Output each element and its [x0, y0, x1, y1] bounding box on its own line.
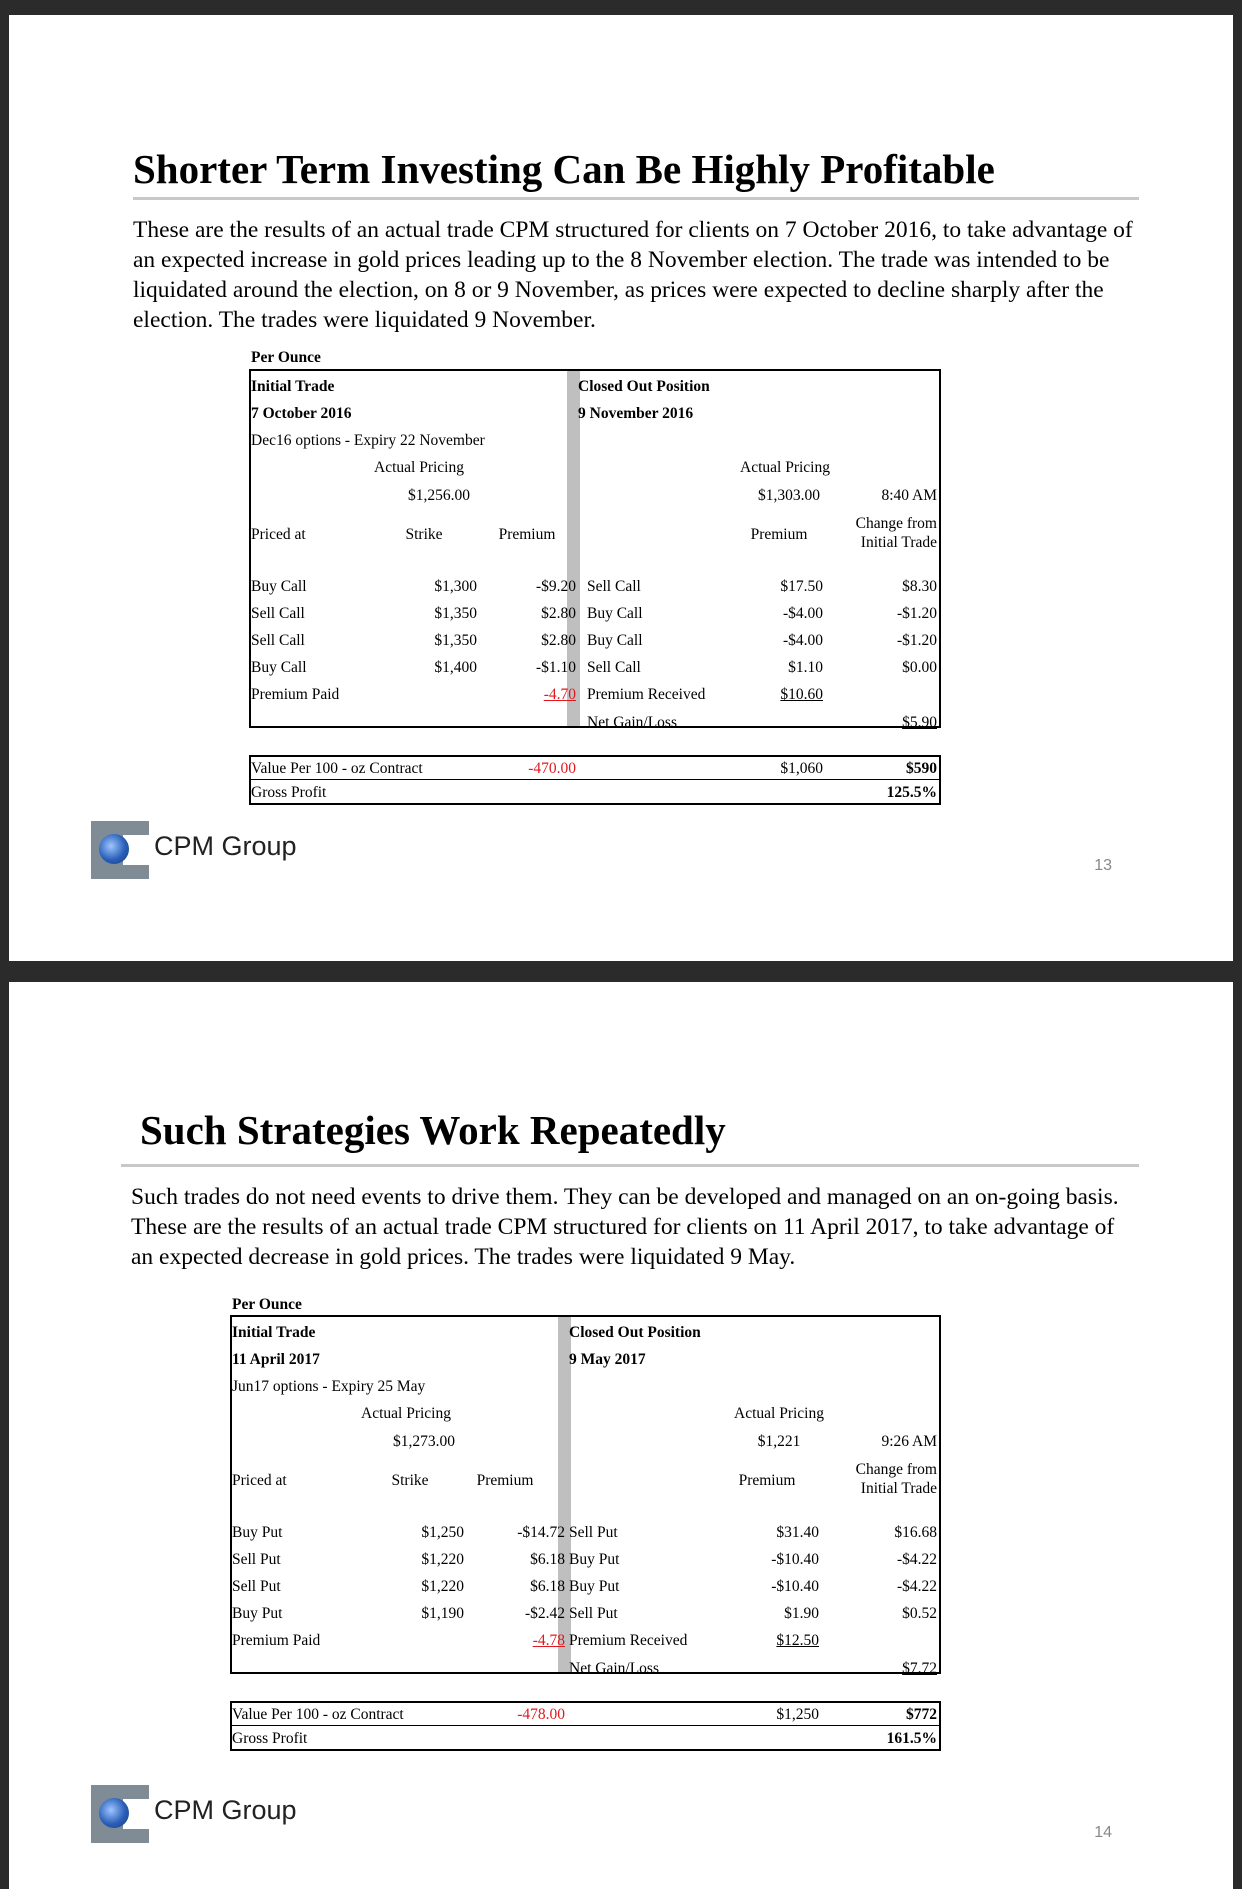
row-action: Buy Call: [251, 578, 307, 595]
row-action: Sell Call: [251, 632, 305, 649]
premium-received-value: $10.60: [780, 686, 823, 703]
row-strike: $1,350: [434, 632, 477, 649]
net-gain-loss-value: $7.72: [902, 1660, 937, 1677]
row-change: $0.52: [902, 1605, 937, 1622]
contract-received-value: $1,250: [776, 1706, 819, 1723]
premium-paid-label: Premium Paid: [232, 1632, 321, 1649]
per-ounce-label: Per Ounce: [251, 349, 321, 366]
row-action: Buy Call: [251, 659, 307, 676]
contract-net-value: $590: [906, 760, 937, 777]
row-close-action: Buy Call: [587, 632, 643, 649]
row-close-action: Buy Call: [587, 605, 643, 622]
per-ounce-label: Per Ounce: [232, 1296, 302, 1313]
initial-trade-label: Initial Trade: [251, 378, 335, 395]
closed-out-label: Closed Out Position: [578, 378, 710, 395]
closed-out-label: Closed Out Position: [569, 1324, 701, 1341]
strike-header: Strike: [391, 1472, 429, 1489]
row-premium: -$2.42: [524, 1605, 565, 1622]
title-divider: [121, 1164, 1139, 1167]
actual-pricing-initial-value: $1,256.00: [408, 487, 470, 504]
priced-at-header: Priced at: [251, 526, 306, 543]
premium-paid-value: -4.70: [543, 686, 576, 703]
premium-header-initial: Premium: [498, 526, 556, 543]
row-change: -$1.20: [896, 605, 937, 622]
slide-14: [9, 982, 1233, 1889]
row-change: $8.30: [902, 578, 937, 595]
row-premium: $6.18: [530, 1578, 565, 1595]
row-close-action: Sell Put: [569, 1605, 618, 1622]
premium-paid-label: Premium Paid: [251, 686, 340, 703]
change-header-line1: Change from: [855, 1461, 937, 1478]
net-gain-loss-value: $5.90: [902, 714, 937, 731]
row-change: -$4.22: [896, 1551, 937, 1568]
initial-trade-label: Initial Trade: [232, 1324, 316, 1341]
row-premium: -$14.72: [517, 1524, 565, 1541]
strike-header: Strike: [405, 526, 443, 543]
premium-paid-value: -4.78: [532, 1632, 565, 1649]
row-strike: $1,250: [421, 1524, 464, 1541]
row-close-premium: $1.10: [788, 659, 823, 676]
summary-row-divider: [249, 779, 941, 781]
row-action: Buy Put: [232, 1524, 283, 1541]
gross-profit-label: Gross Profit: [251, 784, 327, 801]
row-premium: $2.80: [541, 632, 576, 649]
actual-pricing-closed-label: Actual Pricing: [734, 1405, 824, 1422]
row-premium: $2.80: [541, 605, 576, 622]
change-header-line2: Initial Trade: [860, 1480, 937, 1497]
page-number: 13: [1094, 857, 1112, 874]
net-gain-loss-label: Net Gain/Loss: [587, 714, 677, 731]
row-close-premium: $31.40: [776, 1524, 819, 1541]
gross-profit-value: 161.5%: [886, 1730, 937, 1747]
slide-title: Shorter Term Investing Can Be Highly Profitable: [133, 146, 995, 192]
slide-title: Such Strategies Work Repeatedly: [140, 1107, 726, 1153]
options-expiry: Dec16 options - Expiry 22 November: [251, 432, 485, 449]
actual-pricing-closed-value: $1,221: [757, 1433, 801, 1450]
options-expiry: Jun17 options - Expiry 25 May: [232, 1378, 426, 1395]
row-strike: $1,400: [434, 659, 477, 676]
actual-pricing-initial-value: $1,273.00: [393, 1433, 455, 1450]
contract-value-label: Value Per 100 - oz Contract: [251, 760, 423, 777]
premium-header-initial: Premium: [476, 1472, 534, 1489]
contract-net-value: $772: [906, 1706, 937, 1723]
row-change: -$4.22: [896, 1578, 937, 1595]
premium-header-closed: Premium: [738, 1472, 796, 1489]
row-change: $16.68: [894, 1524, 937, 1541]
closed-out-date: 9 November 2016: [578, 405, 694, 422]
premium-header-closed: Premium: [750, 526, 808, 543]
row-strike: $1,350: [434, 605, 477, 622]
row-close-action: Sell Call: [587, 659, 641, 676]
row-close-premium: $17.50: [780, 578, 823, 595]
row-close-premium: -$4.00: [782, 632, 823, 649]
page-number: 14: [1094, 1824, 1112, 1841]
intro-paragraph: These are the results of an actual trade CPM structured for clients on 7 October 2016, to take advantage of an expected increase in gold prices leading up to the 8 November election. The trade was intended to be liquidated around the election, on 8 or 9 November, as prices were expected to decline sharply after the election. The trades were liquidated 9 November.: [133, 217, 1133, 333]
actual-pricing-initial-label: Actual Pricing: [361, 1405, 451, 1422]
contract-received-value: $1,060: [780, 760, 823, 777]
actual-pricing-initial-label: Actual Pricing: [374, 459, 464, 476]
close-time: 9:26 AM: [881, 1433, 937, 1450]
premium-received-label: Premium Received: [569, 1632, 688, 1649]
row-action: Buy Put: [232, 1605, 283, 1622]
contract-value-label: Value Per 100 - oz Contract: [232, 1706, 404, 1723]
row-action: Sell Call: [251, 605, 305, 622]
premium-received-value: $12.50: [776, 1632, 819, 1649]
row-strike: $1,190: [421, 1605, 464, 1622]
cpm-logo-icon: [91, 1785, 149, 1843]
row-action: Sell Put: [232, 1578, 281, 1595]
closed-out-date: 9 May 2017: [569, 1351, 646, 1368]
row-strike: $1,220: [421, 1551, 464, 1568]
close-time: 8:40 AM: [881, 487, 937, 504]
row-close-action: Sell Put: [569, 1524, 618, 1541]
net-gain-loss-label: Net Gain/Loss: [569, 1660, 659, 1677]
row-premium: $6.18: [530, 1551, 565, 1568]
row-premium: -$1.10: [535, 659, 576, 676]
row-change: $0.00: [902, 659, 937, 676]
row-close-premium: -$10.40: [771, 1578, 819, 1595]
slide-13: [9, 15, 1233, 961]
row-close-action: Sell Call: [587, 578, 641, 595]
row-action: Sell Put: [232, 1551, 281, 1568]
contract-paid-value: -470.00: [528, 760, 576, 777]
row-close-premium: -$10.40: [771, 1551, 819, 1568]
intro-paragraph: Such trades do not need events to drive them. They can be developed and managed on an on-going basis. These are the results of an actual trade CPM structured for clients on 11 April 2017, to take advantage of an expected decrease in gold prices. The trades were liquidated 9 May.: [131, 1184, 1119, 1270]
title-divider: [133, 197, 1139, 200]
contract-paid-value: -478.00: [517, 1706, 565, 1723]
change-header-line1: Change from: [855, 515, 937, 532]
row-close-action: Buy Put: [569, 1578, 620, 1595]
row-strike: $1,220: [421, 1578, 464, 1595]
row-strike: $1,300: [434, 578, 477, 595]
actual-pricing-closed-label: Actual Pricing: [740, 459, 830, 476]
cpm-logo-icon: [91, 821, 149, 879]
premium-received-label: Premium Received: [587, 686, 706, 703]
priced-at-header: Priced at: [232, 1472, 287, 1489]
change-header-line2: Initial Trade: [860, 534, 937, 551]
gross-profit-label: Gross Profit: [232, 1730, 308, 1747]
initial-trade-date: 11 April 2017: [232, 1351, 320, 1368]
row-close-premium: -$4.00: [782, 605, 823, 622]
logo-text: CPM Group: [154, 1795, 297, 1825]
initial-trade-date: 7 October 2016: [251, 405, 352, 422]
gross-profit-value: 125.5%: [886, 784, 937, 801]
row-change: -$1.20: [896, 632, 937, 649]
logo-text: CPM Group: [154, 831, 297, 861]
row-close-premium: $1.90: [784, 1605, 819, 1622]
actual-pricing-closed-value: $1,303.00: [758, 487, 820, 504]
row-close-action: Buy Put: [569, 1551, 620, 1568]
row-premium: -$9.20: [535, 578, 576, 595]
summary-row-divider: [230, 1725, 941, 1727]
